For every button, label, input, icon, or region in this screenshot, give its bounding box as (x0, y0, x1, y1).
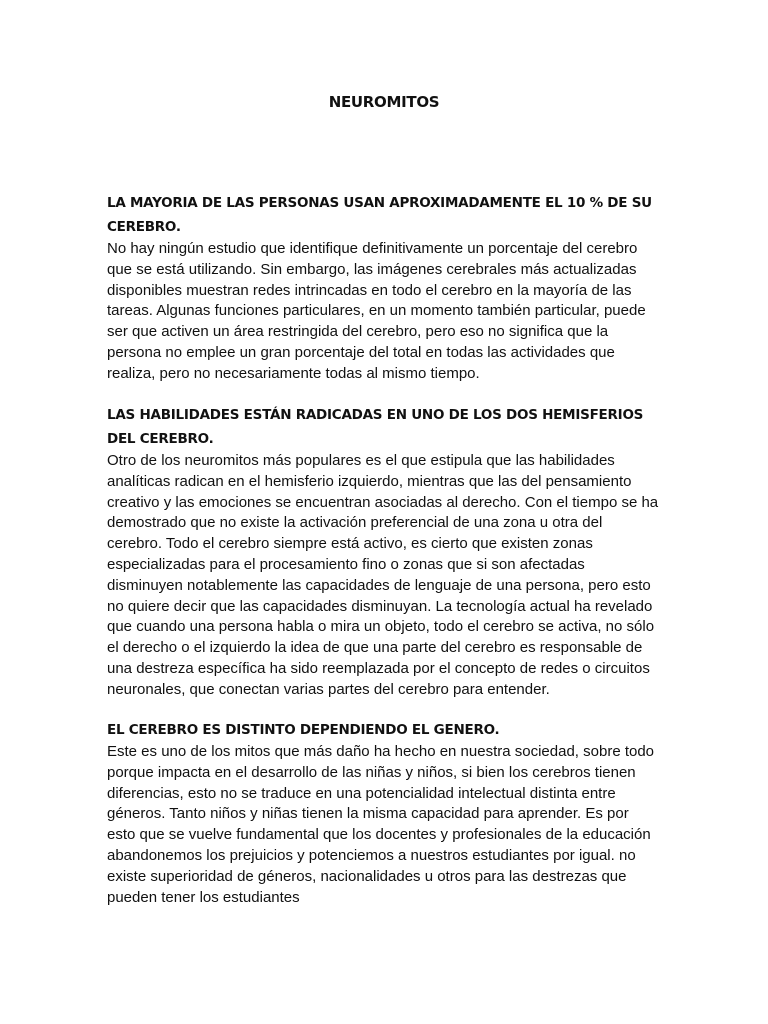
section-gender-myth (107, 718, 667, 908)
section-body: Este es uno de los mitos que más daño ha hecho en nuestra sociedad, sobre todo porque impacta en el desarrollo de las niñas y niños, si bien los cerebros tienen diferencias, esto no se traduce en una potencialidad intelectual distinta entre géneros. Tanto niños y niñas tienen la misma capacidad para aprender. Es por esto que se vuelve fundamental que los docentes y profesionales de la educación abandonemos los prejuicios y potenciemos a nuestros estudiantes por igual. no existe superioridad de géneros, nacionalidades u otros para las destrezas que pueden tener los estudiantes (107, 743, 655, 906)
section-heading: LA MAYORIA DE LAS PERSONAS USAN APROXIMADAMENTE EL 10 % DE SU CEREBRO. (107, 195, 652, 235)
section-10-percent-myth (107, 191, 667, 385)
section-body: Otro de los neuromitos más populares es el que estipula que las habilidades analíticas radican en el hemisferio izquierdo, mientras que las del pensamiento creativo y las emociones se encuentran asociadas al derecho. Con el tiempo se ha demostrado que no existe la activación preferencial de una zona u otra del cerebro. Todo el cerebro siempre está activo, es cierto que existen zonas especializadas para el procesamiento fino o zonas que si son afectadas disminuyen notablemente las capacidades de lenguaje de una persona, pero esto no quiere decir que las capacidades disminuyan. La tecnología actual ha revelado que cuando una persona habla o mira un objeto, todo el cerebro se activa, no sólo el derecho o el izquierdo la idea de que una parte del cerebro es responsable de una destreza específica ha sido reemplazada por el concepto de redes o circuitos neuronales, que conectan varias partes del cerebro para entender. (107, 452, 659, 698)
section-hemispheres-myth (107, 403, 667, 701)
section-body: No hay ningún estudio que identifique definitivamente un porcentaje del cerebro que se está utilizando. Sin embargo, las imágenes cerebrales más actualizadas disponibles muestran redes intrincadas en todo el cerebro en la mayoría de las tareas. Algunas funciones particulares, en un momento también particular, puede ser que activen un área restringida del cerebro, pero eso no significa que la persona no emplee un gran porcentaje del total en todas las actividades que realiza, pero no necesariamente todas al mismo tiempo. (107, 240, 646, 382)
page-title: NEUROMITOS (328, 93, 440, 111)
section-heading: LAS HABILIDADES ESTÁN RADICADAS EN UNO DE LOS DOS HEMISFERIOS DEL CEREBRO. (107, 407, 644, 447)
section-heading: EL CEREBRO ES DISTINTO DEPENDIENDO EL GENERO. (107, 722, 500, 738)
